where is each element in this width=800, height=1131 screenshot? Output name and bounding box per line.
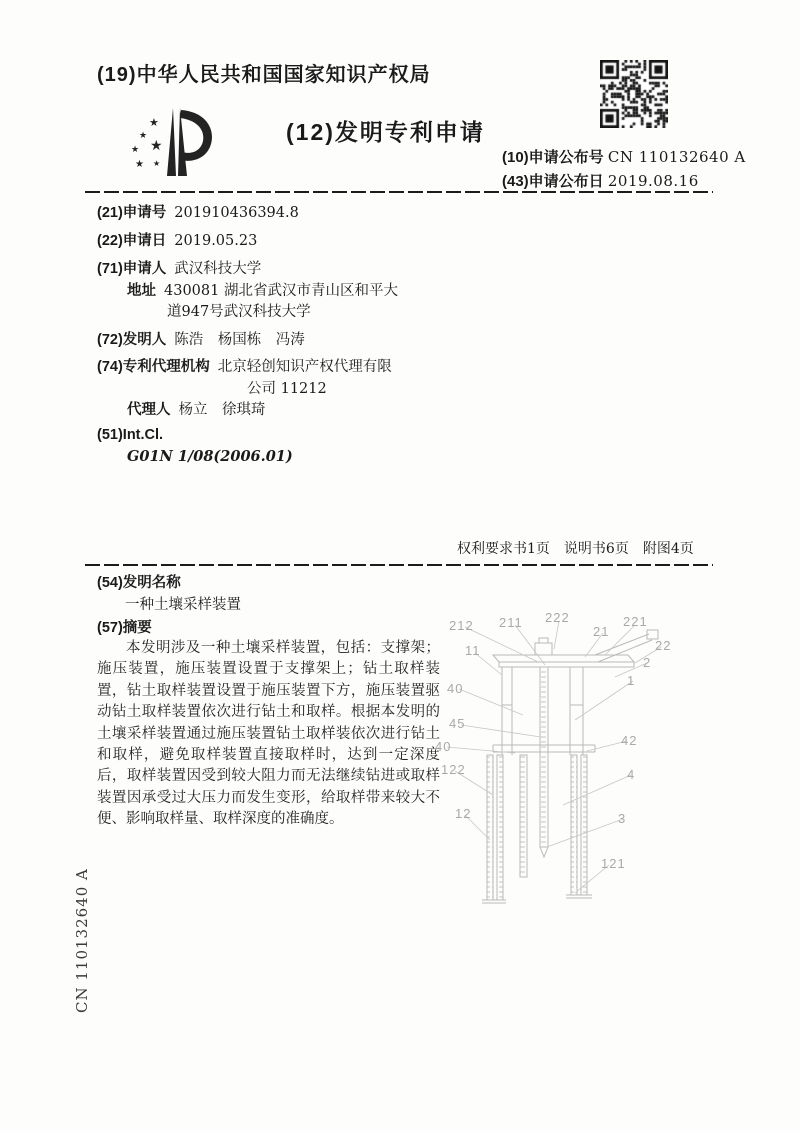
invention-title-section-label: (54)发明名称 — [97, 575, 181, 591]
intcl-value-row — [97, 448, 293, 465]
svg-text:★: ★ — [153, 159, 161, 168]
application-date-row — [97, 229, 257, 250]
application-number-row — [97, 201, 299, 222]
figure-ref-1: 1 — [627, 673, 636, 688]
figure-ref-2: 2 — [643, 655, 652, 670]
agent-value: 杨立 徐琪琦 — [178, 402, 266, 418]
pages-count-info: 权利要求书1页 说明书6页 附图4页 — [457, 541, 694, 557]
mid-divider-rule — [85, 564, 713, 566]
publication-date-value: 2019.08.16 — [607, 172, 699, 190]
figure-ref-122: 122 — [441, 762, 466, 777]
patent-figure — [435, 605, 715, 920]
agent-label: 代理人 — [127, 402, 171, 418]
figure-ref-211: 211 — [499, 615, 523, 630]
intcl-row — [97, 427, 171, 443]
figure-ref-22: 22 — [655, 638, 672, 653]
inventors-row — [97, 328, 305, 349]
figure-ref-121: 121 — [601, 856, 626, 871]
applicant-address-row2 — [97, 300, 311, 321]
qr-code-icon — [600, 60, 668, 128]
inventors-value: 陈浩 杨国栋 冯涛 — [174, 332, 305, 348]
agency-value-line2: 公司 11212 — [247, 381, 327, 397]
figure-ref-3: 3 — [618, 811, 627, 826]
intcl-value: G01N 1/08(2006.01) — [127, 448, 293, 465]
figure-ref-221: 221 — [623, 614, 648, 629]
address-value-line1: 430081 湖北省武汉市青山区和平大 — [164, 283, 398, 299]
figure-ref-12: 12 — [455, 806, 472, 821]
applicant-value: 武汉科技大学 — [174, 261, 262, 277]
figure-ref-40: 40 — [447, 681, 464, 696]
publication-date-label: (43)申请公布日 — [502, 173, 604, 190]
svg-text:★: ★ — [135, 159, 144, 170]
side-publication-code: CN 110132640 A — [73, 868, 91, 1013]
figure-ref-212: 212 — [449, 618, 474, 633]
invention-title: 一种土壤采样装置 — [125, 597, 241, 613]
agency-row2 — [97, 377, 327, 398]
address-value-line2: 道947号武汉科技大学 — [167, 304, 311, 320]
intcl-label: (51)Int.Cl. — [97, 427, 164, 443]
svg-text:★: ★ — [139, 131, 148, 141]
applicant-label: (71)申请人 — [97, 261, 167, 277]
applicant-row — [97, 257, 261, 278]
agent-row — [97, 398, 266, 419]
abstract-section-label: (57)摘要 — [97, 620, 152, 636]
figure-ref-11: 11 — [465, 643, 481, 658]
figure-ref-21: 21 — [593, 624, 610, 639]
address-label: 地址 — [127, 283, 156, 299]
publication-number-value: CN 110132640 A — [607, 148, 746, 166]
agency-row — [97, 355, 392, 376]
publication-number-label: (10)申请公布号 — [502, 149, 604, 166]
publication-number-row — [502, 146, 746, 167]
figure-ref-42: 42 — [621, 733, 638, 748]
svg-text:★: ★ — [150, 138, 163, 154]
figure-ref-4: 4 — [627, 767, 636, 782]
document-type-title: (12)发明专利申请 — [286, 119, 485, 145]
applicant-address-row — [97, 279, 398, 300]
agency-value-line1: 北京轻创知识产权代理有限 — [217, 359, 392, 375]
figure-ref-45: 45 — [449, 716, 466, 731]
application-number-value: 201910436394.8 — [174, 205, 299, 221]
figure-ref-40: 40 — [435, 739, 452, 754]
agency-label: (74)专利代理机构 — [97, 359, 210, 375]
svg-text:★: ★ — [131, 145, 140, 155]
header-divider-rule — [85, 191, 713, 193]
application-date-label: (22)申请日 — [97, 233, 167, 249]
svg-text:★: ★ — [149, 116, 159, 129]
inventors-label: (72)发明人 — [97, 332, 167, 348]
application-date-value: 2019.05.23 — [174, 233, 258, 249]
cnipa-logo-icon — [125, 100, 225, 180]
figure-ref-222: 222 — [545, 610, 570, 625]
abstract-text: 本发明涉及一种土壤采样装置，包括：支撑架；施压装置，施压装置设置于支撑架上；钻土取样装置，钻土取样装置设置于施压装置下方，施压装置驱动钻土取样装置依次进行钻土和取样。根据本发明的土壤采样装置通过施压装置钻土取样装依次进行钻土和取样，避免取样装置直接取样时，达到一定深度后，取样装置因受到较大阻力而无法继续钻进或取样装置因承受过大压力而发生变形，给取样带来较大不便、影响取样量、取样深度的准确度。 — [97, 640, 440, 828]
patent-office-name: (19)中华人民共和国国家知识产权局 — [97, 64, 431, 86]
application-number-label: (21)申请号 — [97, 205, 167, 221]
publication-date-row — [502, 170, 699, 191]
